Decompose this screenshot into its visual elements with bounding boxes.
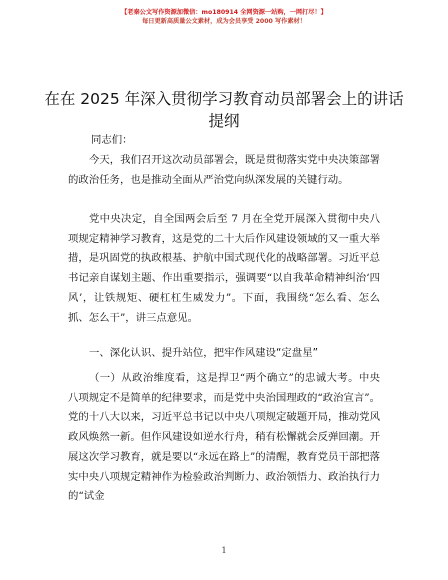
salutation: 同志们： <box>91 134 133 146</box>
paragraph-section-1-1: （一）从政治维度看，这是捍卫“两个确立”的忠诚大考。中央八项规定不是简单的纪律要求，而是党中央治国理政的“政治宣言”。党的十八大以来，习近平总书记以中央八项规定破题开局，推动党风政风焕然一新。但作风建设如逆水行舟，稍有松懈就会反弹回潮。开展这次学习教育，就是要以“永远在路上”的清醒，教育党员干部把落实中央八项规定精神作为检验政治判断力、政治领悟力、政治执行力的“试金 <box>68 372 380 503</box>
promo-banner <box>0 8 448 26</box>
promo-banner-line2: 每日更新高质量公文素材，成为会员享受 2000 写作素材！ <box>142 18 306 25</box>
document-title: 在在 2025 年深入贯彻学习教育动员部署会上的讲话提纲 <box>44 90 404 130</box>
paragraph-opening: 今天，我们召开这次动员部署会，既是贯彻落实党中央决策部署的政治任务，也是推动全面从严治党向纵深发展的关键行动。 <box>68 154 380 186</box>
section-heading-1: 一、深化认识、提升站位，把牢作风建设“定盘星” <box>89 347 318 359</box>
page-number: 1 <box>221 546 227 555</box>
promo-banner-line1: 【老秦公文写作资源加微信：mo180914 全网资源一站购，一网打尽！】 <box>121 9 327 16</box>
paragraph-background: 党中央决定，自全国两会后至 7 月在全党开展深入贯彻中央八项规定精神学习教育，这是党的二十大后作风建设领域的又一重大举措，是巩固党的执政根基、护航中国式现代化的战略部署。习近平总书记亲自谋划主题、作出重要指示，强调要“以自我革命精神纠治‘四风’，让铁规矩、硬杠杠生威发力”。下面，我围绕“怎么看、怎么抓、怎么干”，讲三点意见。 <box>68 213 380 324</box>
